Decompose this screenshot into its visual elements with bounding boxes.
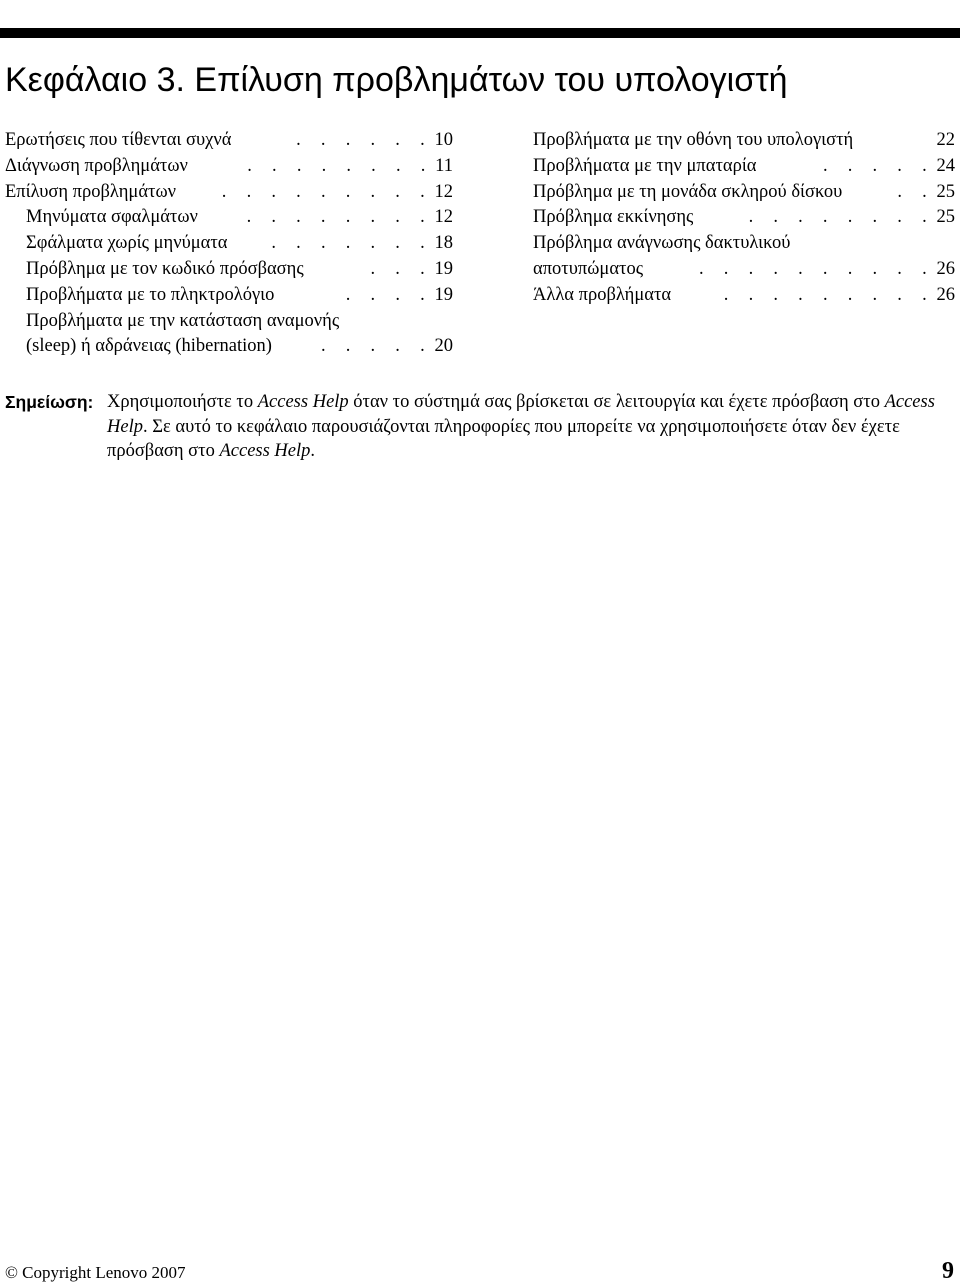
footer-copyright: © Copyright Lenovo 2007	[5, 1263, 186, 1282]
toc-entry-label: Προβλήματα με την οθόνη του υπολογιστή	[533, 130, 854, 150]
toc-entry-label: Διάγνωση προβλημάτων	[5, 155, 188, 176]
toc-entry-diagnosis[interactable]	[5, 154, 453, 180]
toc-entry-label: Επίλυση προβλημάτων	[5, 181, 176, 202]
toc-left-column	[5, 128, 453, 360]
toc-leader-dots: . . . . . . .	[271, 233, 433, 254]
note-text-part: . Σε αυτό το κεφάλαιο παρουσιάζονται πληροφορίες που μπορείτε να χρησιμοποιήσετε όταν δεν έχετε πρόσβαση στο	[107, 416, 900, 461]
chapter-title: Κεφάλαιο 3. Επίλυση προβλημάτων του υπολογιστή	[5, 61, 788, 99]
note-label: Σημείωση:	[5, 392, 94, 412]
toc-leader-dots: . .	[897, 181, 935, 202]
toc-leader-dots: . . .	[370, 258, 433, 279]
toc-entry-startup-problem[interactable]	[533, 205, 955, 231]
toc-entry-other-problems[interactable]	[533, 283, 955, 309]
toc-leader-dots: . . . . . . . .	[748, 207, 935, 228]
toc-entry-label: Άλλα προβλήματα	[533, 284, 672, 305]
toc-entry-hard-disk-problem[interactable]	[533, 180, 955, 206]
toc-entry-label: Πρόβλημα εκκίνησης	[533, 207, 694, 228]
toc-leader-dots: . . . . .	[320, 336, 433, 357]
toc-entry-label: Πρόβλημα με τη μονάδα σκληρού δίσκου	[533, 181, 843, 202]
toc-leader-dots: . . . . . . . .	[246, 207, 433, 228]
toc-entry-label: Μηνύματα σφαλμάτων	[26, 207, 198, 228]
toc-entry-battery-problems[interactable]	[533, 154, 955, 180]
toc-entry-label: (sleep) ή αδράνειας (hibernation)	[26, 336, 272, 357]
toc-entry-label: Προβλήματα με την μπαταρία	[533, 155, 757, 176]
toc-leader-dots: . . . . . .	[296, 130, 433, 150]
toc-entry-fingerprint-problem-line1[interactable]	[533, 231, 955, 257]
toc-page-number: 19	[434, 284, 453, 305]
toc-page-number: 26	[936, 284, 955, 305]
toc-entry-errors-without-messages[interactable]	[5, 231, 453, 257]
note-emphasis: Access Help	[107, 392, 935, 437]
toc-entry-label: Προβλήματα με το πληκτρολόγιο	[26, 284, 275, 305]
toc-entry-password-problem[interactable]	[5, 257, 453, 283]
toc-entry-troubleshooting[interactable]	[5, 180, 453, 206]
toc-page-number: 10	[434, 130, 453, 150]
toc-page-number: 12	[434, 181, 453, 202]
toc-entry-sleep-hibernation-line2[interactable]	[5, 334, 453, 360]
toc-leader-dots: . . . . . . . . .	[221, 181, 433, 202]
note-emphasis: Access Help	[219, 441, 311, 461]
toc-entry-error-messages[interactable]	[5, 205, 453, 231]
toc-entry-label: Ερωτήσεις που τίθενται συχνά	[5, 130, 232, 150]
toc-right-column	[533, 128, 955, 309]
toc-entry-display-problems[interactable]	[533, 128, 955, 154]
toc-page-number: 19	[434, 258, 453, 279]
toc-leader-dots: . . . . . . . . .	[723, 284, 935, 305]
toc-entry-sleep-hibernation-line1[interactable]	[5, 309, 453, 335]
note-text-part: .	[310, 441, 316, 461]
footer-page-number: 9	[942, 1258, 954, 1284]
toc-entry-label: Προβλήματα με την κατάσταση αναμονής	[26, 310, 340, 331]
toc-page-number: 24	[936, 155, 955, 176]
note-text	[107, 390, 955, 464]
toc-page-number: 11	[435, 155, 453, 176]
toc-leader-dots: . . . . .	[822, 155, 935, 176]
toc-entry-label: Σφάλματα χωρίς μηνύματα	[26, 233, 228, 254]
toc-page-number: 25	[936, 207, 955, 228]
toc-page-number: 20	[434, 336, 453, 357]
note-text-part: όταν το σύστημά σας βρίσκεται σε λειτουργία και έχετε πρόσβαση στο	[348, 392, 885, 412]
toc-entry-label: αποτυπώματος	[533, 258, 644, 279]
toc-entry-keyboard-problems[interactable]	[5, 283, 453, 309]
toc-leader-dots: . . . . . . . .	[247, 155, 434, 176]
toc-page-number: 22	[936, 130, 955, 150]
note-block	[5, 390, 955, 464]
toc-page-number: 18	[434, 233, 453, 254]
note-text-part: Χρησιμοποιήστε το	[107, 392, 258, 412]
chapter-top-rule	[0, 28, 960, 38]
toc-entry-fingerprint-problem-line2[interactable]	[533, 257, 955, 283]
toc-page-number: 26	[936, 258, 955, 279]
toc-leader-dots: . . . . . . . . . .	[698, 258, 935, 279]
note-emphasis: Access Help	[257, 392, 349, 412]
toc-page-number: 12	[434, 207, 453, 228]
toc-entry-label: Πρόβλημα με τον κωδικό πρόσβασης	[26, 258, 304, 279]
toc-entry-faq[interactable]	[5, 128, 453, 154]
toc-leader-dots: . . . .	[345, 284, 433, 305]
toc-entry-label: Πρόβλημα ανάγνωσης δακτυλικού	[533, 233, 791, 254]
toc-page-number: 25	[936, 181, 955, 202]
